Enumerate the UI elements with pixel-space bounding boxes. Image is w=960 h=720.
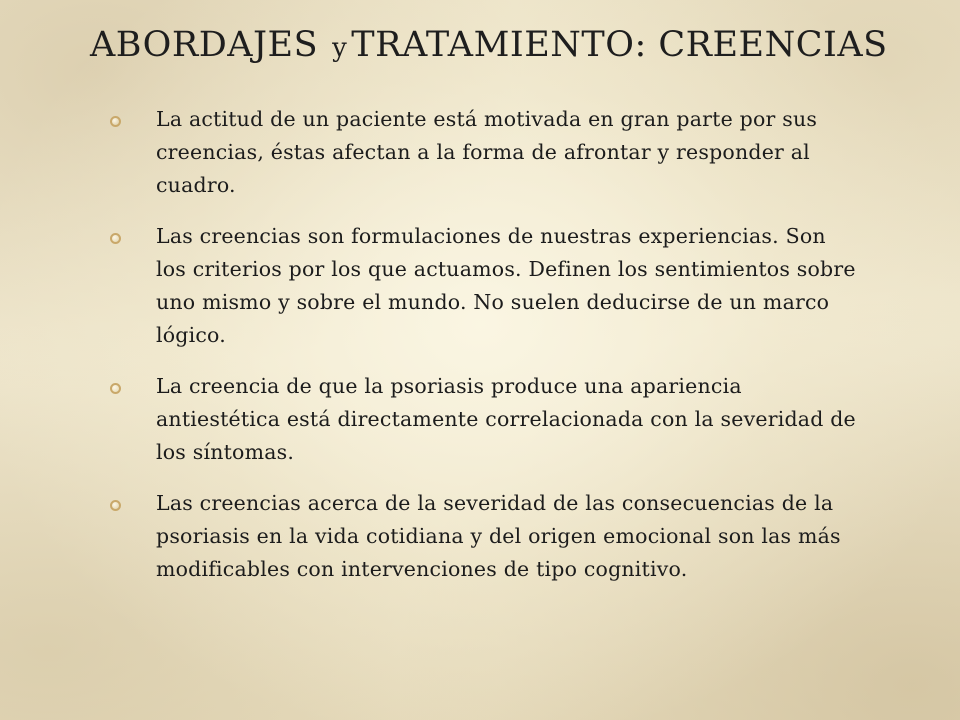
title-connector: y — [332, 33, 348, 63]
bullet-text: La actitud de un paciente está motivada en gran parte por sus creencias, éstas afectan a la forma de afrontar y responder al cuadro. — [156, 107, 818, 197]
circle-bullet-icon — [110, 383, 121, 394]
slide-title — [90, 18, 930, 75]
bullet-item — [100, 103, 860, 202]
circle-bullet-icon — [110, 233, 121, 244]
circle-bullet-icon — [110, 500, 121, 511]
bullet-item — [100, 220, 860, 352]
circle-bullet-icon — [110, 116, 121, 127]
bullet-text: La creencia de que la psoriasis produce una apariencia antiestética está directamente correlacionada con la severidad de los síntomas. — [156, 374, 856, 464]
bullet-list — [100, 103, 860, 586]
title-part-1: ABORDAJES — [90, 25, 319, 65]
title-part-2: TRATAMIENTO: CREENCIAS — [351, 25, 888, 65]
bullet-item — [100, 487, 860, 586]
bullet-text: Las creencias acerca de la severidad de las consecuencias de la psoriasis en la vida cotidiana y del origen emocional son las más modificables con intervenciones de tipo cognitivo. — [156, 491, 841, 581]
bullet-text: Las creencias son formulaciones de nuestras experiencias. Son los criterios por los que actuamos. Definen los sentimientos sobre uno mismo y sobre el mundo. No suelen deducirse de un marco lógico. — [156, 224, 856, 347]
bullet-item — [100, 370, 860, 469]
